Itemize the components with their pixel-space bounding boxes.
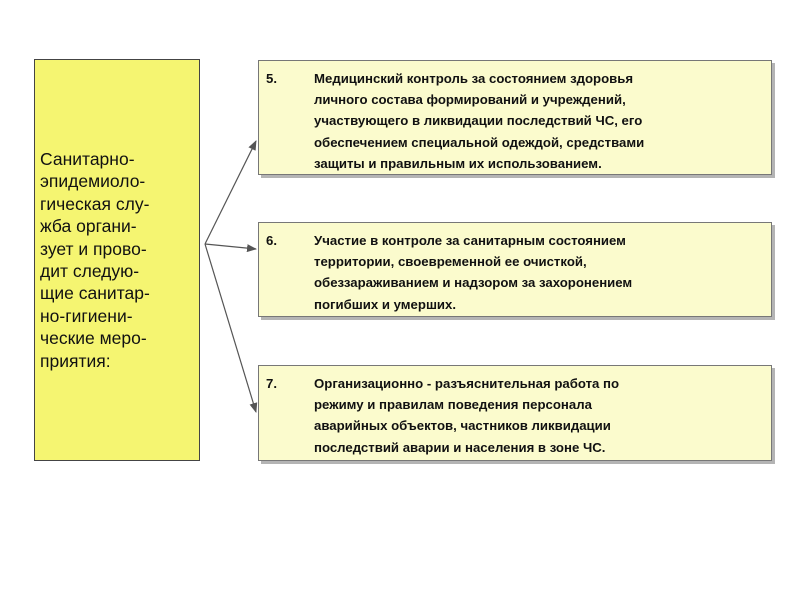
- item-box-5: [258, 60, 772, 175]
- item-box-6: [258, 222, 772, 317]
- item-number: 5.: [266, 71, 277, 86]
- arrow-to-item-7: [205, 244, 256, 412]
- item-number: 7.: [266, 376, 277, 391]
- arrow-to-item-5: [205, 141, 256, 244]
- item-text: Организационно - разъяснительная работа по режиму и правилам поведения персонала аварийных объектов, частников ликвидации последствий аварии и населения в зоне ЧС.: [314, 376, 620, 455]
- item-box-7: [258, 365, 772, 461]
- item-text: Участие в контроле за санитарным состоянием территории, своевременной ее очисткой, обеззараживанием и надзором за захоронением погибших и умерших.: [314, 233, 633, 312]
- arrow-to-item-6: [205, 244, 256, 249]
- item-text: Медицинский контроль за состоянием здоровья личного состава формирований и учреждений, участвующего в ликвидации последствий ЧС, его обеспечением специальной одеждой, средствами защиты и правильным их использованием.: [314, 71, 645, 171]
- item-number: 6.: [266, 233, 277, 248]
- main-topic-text: Санитарно- эпидемиоло- гическая слу- жба органи- зует и прово- дит следую- щие санитар- но-гигиени- ческие меро- приятия:: [40, 148, 150, 371]
